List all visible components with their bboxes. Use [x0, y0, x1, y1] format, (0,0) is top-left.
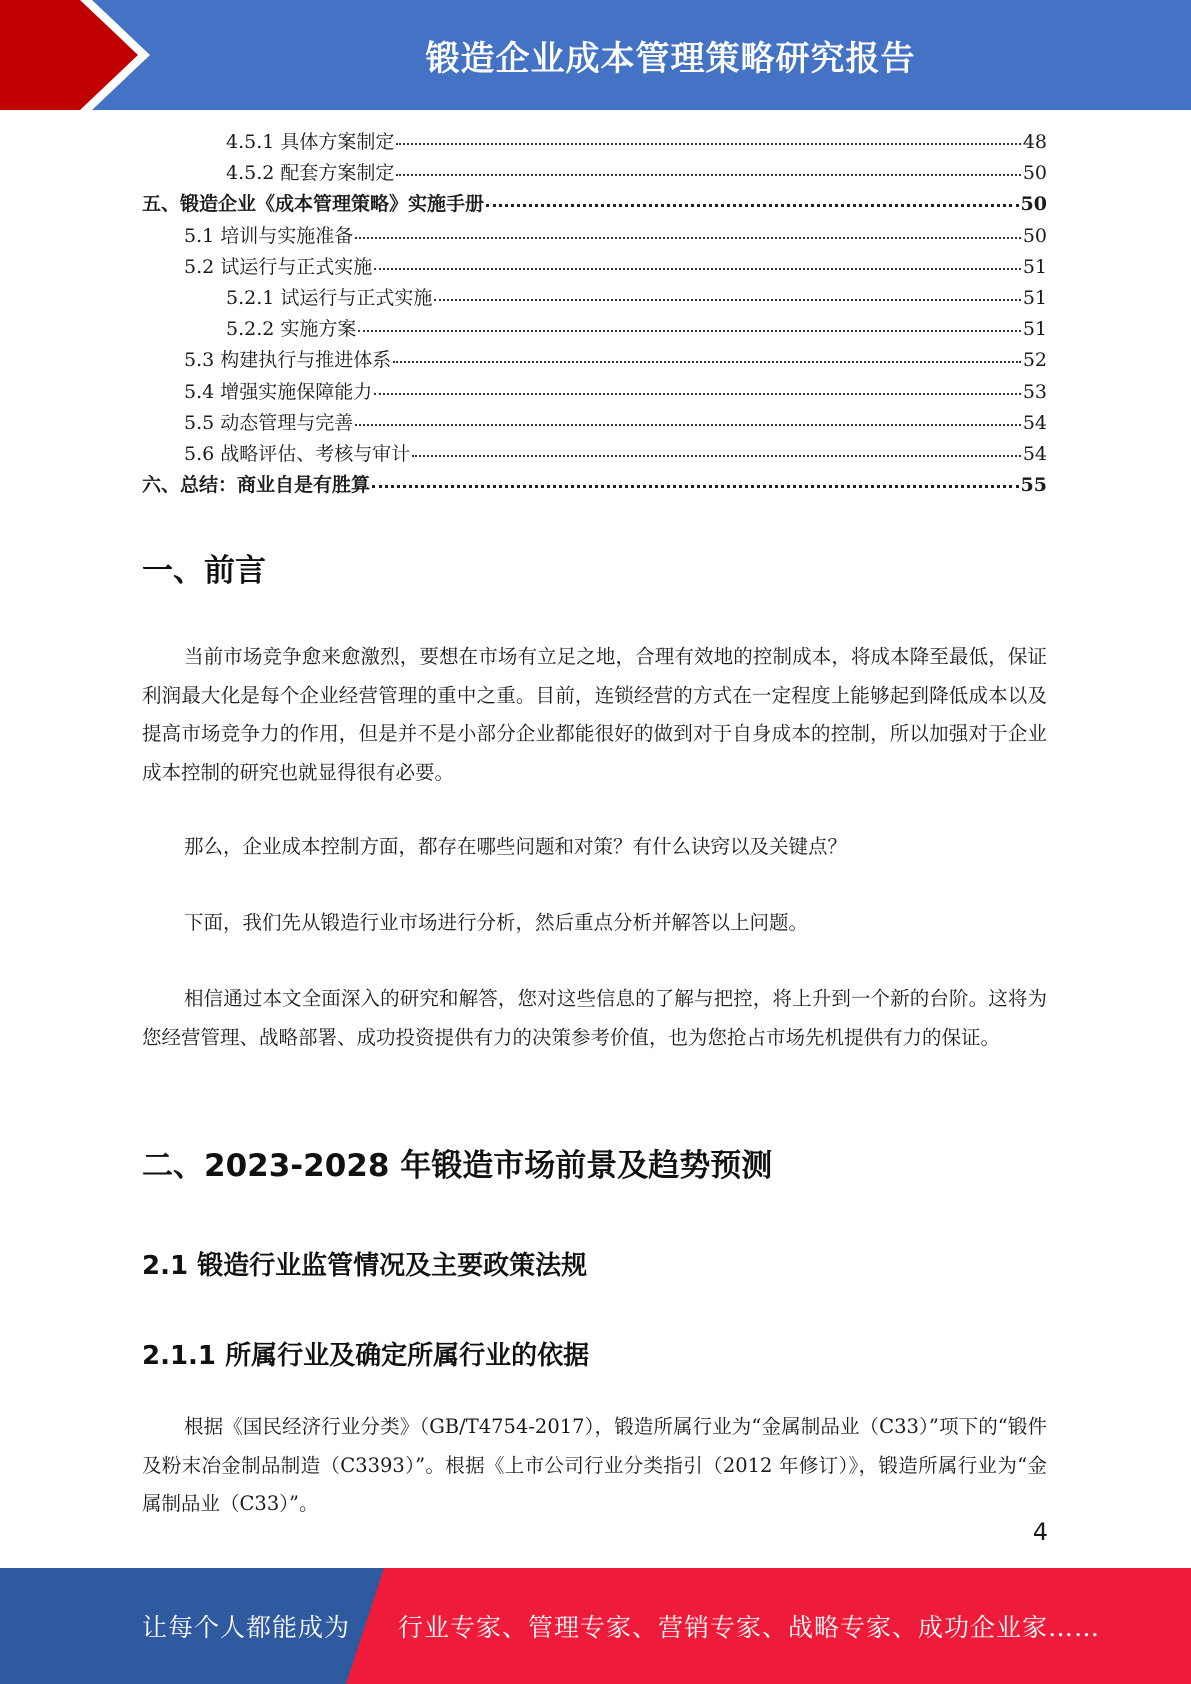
table-of-contents	[142, 127, 1047, 501]
footer-slogan-left: 让每个人都能成为	[142, 1613, 351, 1642]
toc-entry-page: 50	[1022, 224, 1047, 247]
toc-entry-title: 4.5.1 具体方案制定	[226, 131, 395, 153]
toc-dot-leader	[355, 424, 1021, 426]
toc-dot-leader	[396, 174, 1020, 176]
toc-entry[interactable]	[142, 158, 1047, 189]
preface-paragraph-4: 相信通过本文全面深入的研究和解答，您对这些信息的了解与把控，将上升到一个新的台阶。这将为您经营管理、战略部署、成功投资提供有力的决策参考价值，也为您抢占市场先机提供有力的保证。	[142, 987, 1047, 1049]
toc-entry[interactable]	[142, 252, 1047, 283]
toc-entry-page: 55	[1020, 474, 1047, 497]
page-number: 4	[1032, 1518, 1048, 1546]
toc-entry-page: 52	[1022, 349, 1047, 372]
preface-paragraph-2: 那么，企业成本控制方面，都存在哪些问题和对策？有什么诀窍以及关键点？	[184, 835, 848, 858]
toc-dot-leader	[374, 393, 1021, 395]
page-footer	[0, 1568, 1191, 1684]
toc-entry-title: 5.1 培训与实施准备	[184, 224, 354, 247]
toc-entry-title: 5.2.1 试运行与正式实施	[226, 286, 433, 309]
toc-entry[interactable]	[142, 439, 1047, 470]
toc-dot-leader	[355, 237, 1021, 239]
toc-entry-title: 六、总结：商业自是有胜算	[142, 474, 371, 497]
toc-entry-page: 53	[1022, 380, 1047, 403]
toc-dot-leader	[393, 361, 1021, 363]
toc-entry-page: 54	[1022, 442, 1047, 465]
toc-dot-leader	[434, 299, 1020, 301]
toc-entry-title: 4.5.2 配套方案制定	[226, 162, 395, 185]
toc-entry[interactable]	[142, 345, 1047, 376]
toc-dot-leader	[396, 143, 1020, 145]
chapter-2-heading: 二、2023-2028 年锻造市场前景及趋势预测	[142, 1148, 773, 1184]
toc-entry[interactable]	[142, 283, 1047, 314]
toc-dot-leader	[412, 455, 1021, 457]
toc-entry[interactable]	[142, 221, 1047, 252]
toc-dot-leader	[358, 330, 1020, 332]
toc-entry-title: 5.3 构建执行与推进体系	[184, 349, 392, 372]
footer-slogan-right: 行业专家、管理专家、营销专家、战略专家、成功企业家……	[398, 1613, 1101, 1642]
report-title: 锻造企业成本管理策略研究报告	[425, 38, 916, 79]
toc-entry-page: 50	[1020, 193, 1047, 216]
toc-entry-title: 5.2.2 实施方案	[226, 318, 357, 341]
section-2-1-1-heading: 2.1.1 所属行业及确定所属行业的依据	[142, 1341, 590, 1371]
toc-entry-page: 54	[1022, 411, 1047, 434]
preface-paragraph-1: 当前市场竞争愈来愈激烈，要想在市场有立足之地，合理有效地的控制成本，将成本降至最低，保证利润最大化是每个企业经营管理的重中之重。目前，连锁经营的方式在一定程度上能够起到降低成本以及提高市场竞争力的作用，但是并不是小部分企业都能很好的做到对于自身成本的控制，所以加强对于企业成本控制的研究也就显得很有必要。	[142, 645, 1047, 784]
toc-entry[interactable]	[142, 408, 1047, 439]
preface-paragraph-3: 下面，我们先从锻造行业市场进行分析，然后重点分析并解答以上问题。	[184, 911, 809, 934]
toc-entry-title: 5.5 动态管理与完善	[184, 411, 354, 434]
toc-dot-leader	[486, 204, 1019, 207]
toc-entry[interactable]	[142, 189, 1047, 220]
header-chevron-graphic	[0, 0, 160, 110]
toc-entry[interactable]	[142, 470, 1047, 501]
preface-heading: 一、前言	[142, 553, 266, 589]
page-header	[0, 0, 1191, 110]
toc-entry[interactable]	[142, 377, 1047, 408]
toc-entry-title: 五、锻造企业《成本管理策略》实施手册	[142, 193, 485, 216]
toc-entry-page: 51	[1022, 318, 1047, 341]
toc-entry-page: 48	[1022, 131, 1047, 153]
toc-dot-leader	[374, 268, 1021, 270]
toc-entry[interactable]	[142, 314, 1047, 345]
section-2-1-1-paragraph: 根据《国民经济行业分类》（GB/T4754-2017），锻造所属行业为“金属制品业（C33）”项下的“锻件及粉末冶金制品制造（C3393）”。根据《上市公司行业分类指引（2012 年修订）》，锻造所属行业为“金属制品业（C33）”。	[142, 1415, 1047, 1515]
toc-dot-leader	[372, 485, 1019, 488]
toc-entry-title: 5.6 战略评估、考核与审计	[184, 442, 411, 465]
toc-entry-title: 5.4 增强实施保障能力	[184, 380, 373, 403]
toc-entry-page: 51	[1022, 255, 1047, 278]
toc-entry[interactable]	[142, 127, 1047, 158]
toc-entry-title: 5.2 试运行与正式实施	[184, 255, 373, 278]
toc-entry-page: 51	[1022, 286, 1047, 309]
toc-entry-page: 50	[1022, 162, 1047, 185]
section-2-1-heading: 2.1 锻造行业监管情况及主要政策法规	[142, 1251, 588, 1281]
